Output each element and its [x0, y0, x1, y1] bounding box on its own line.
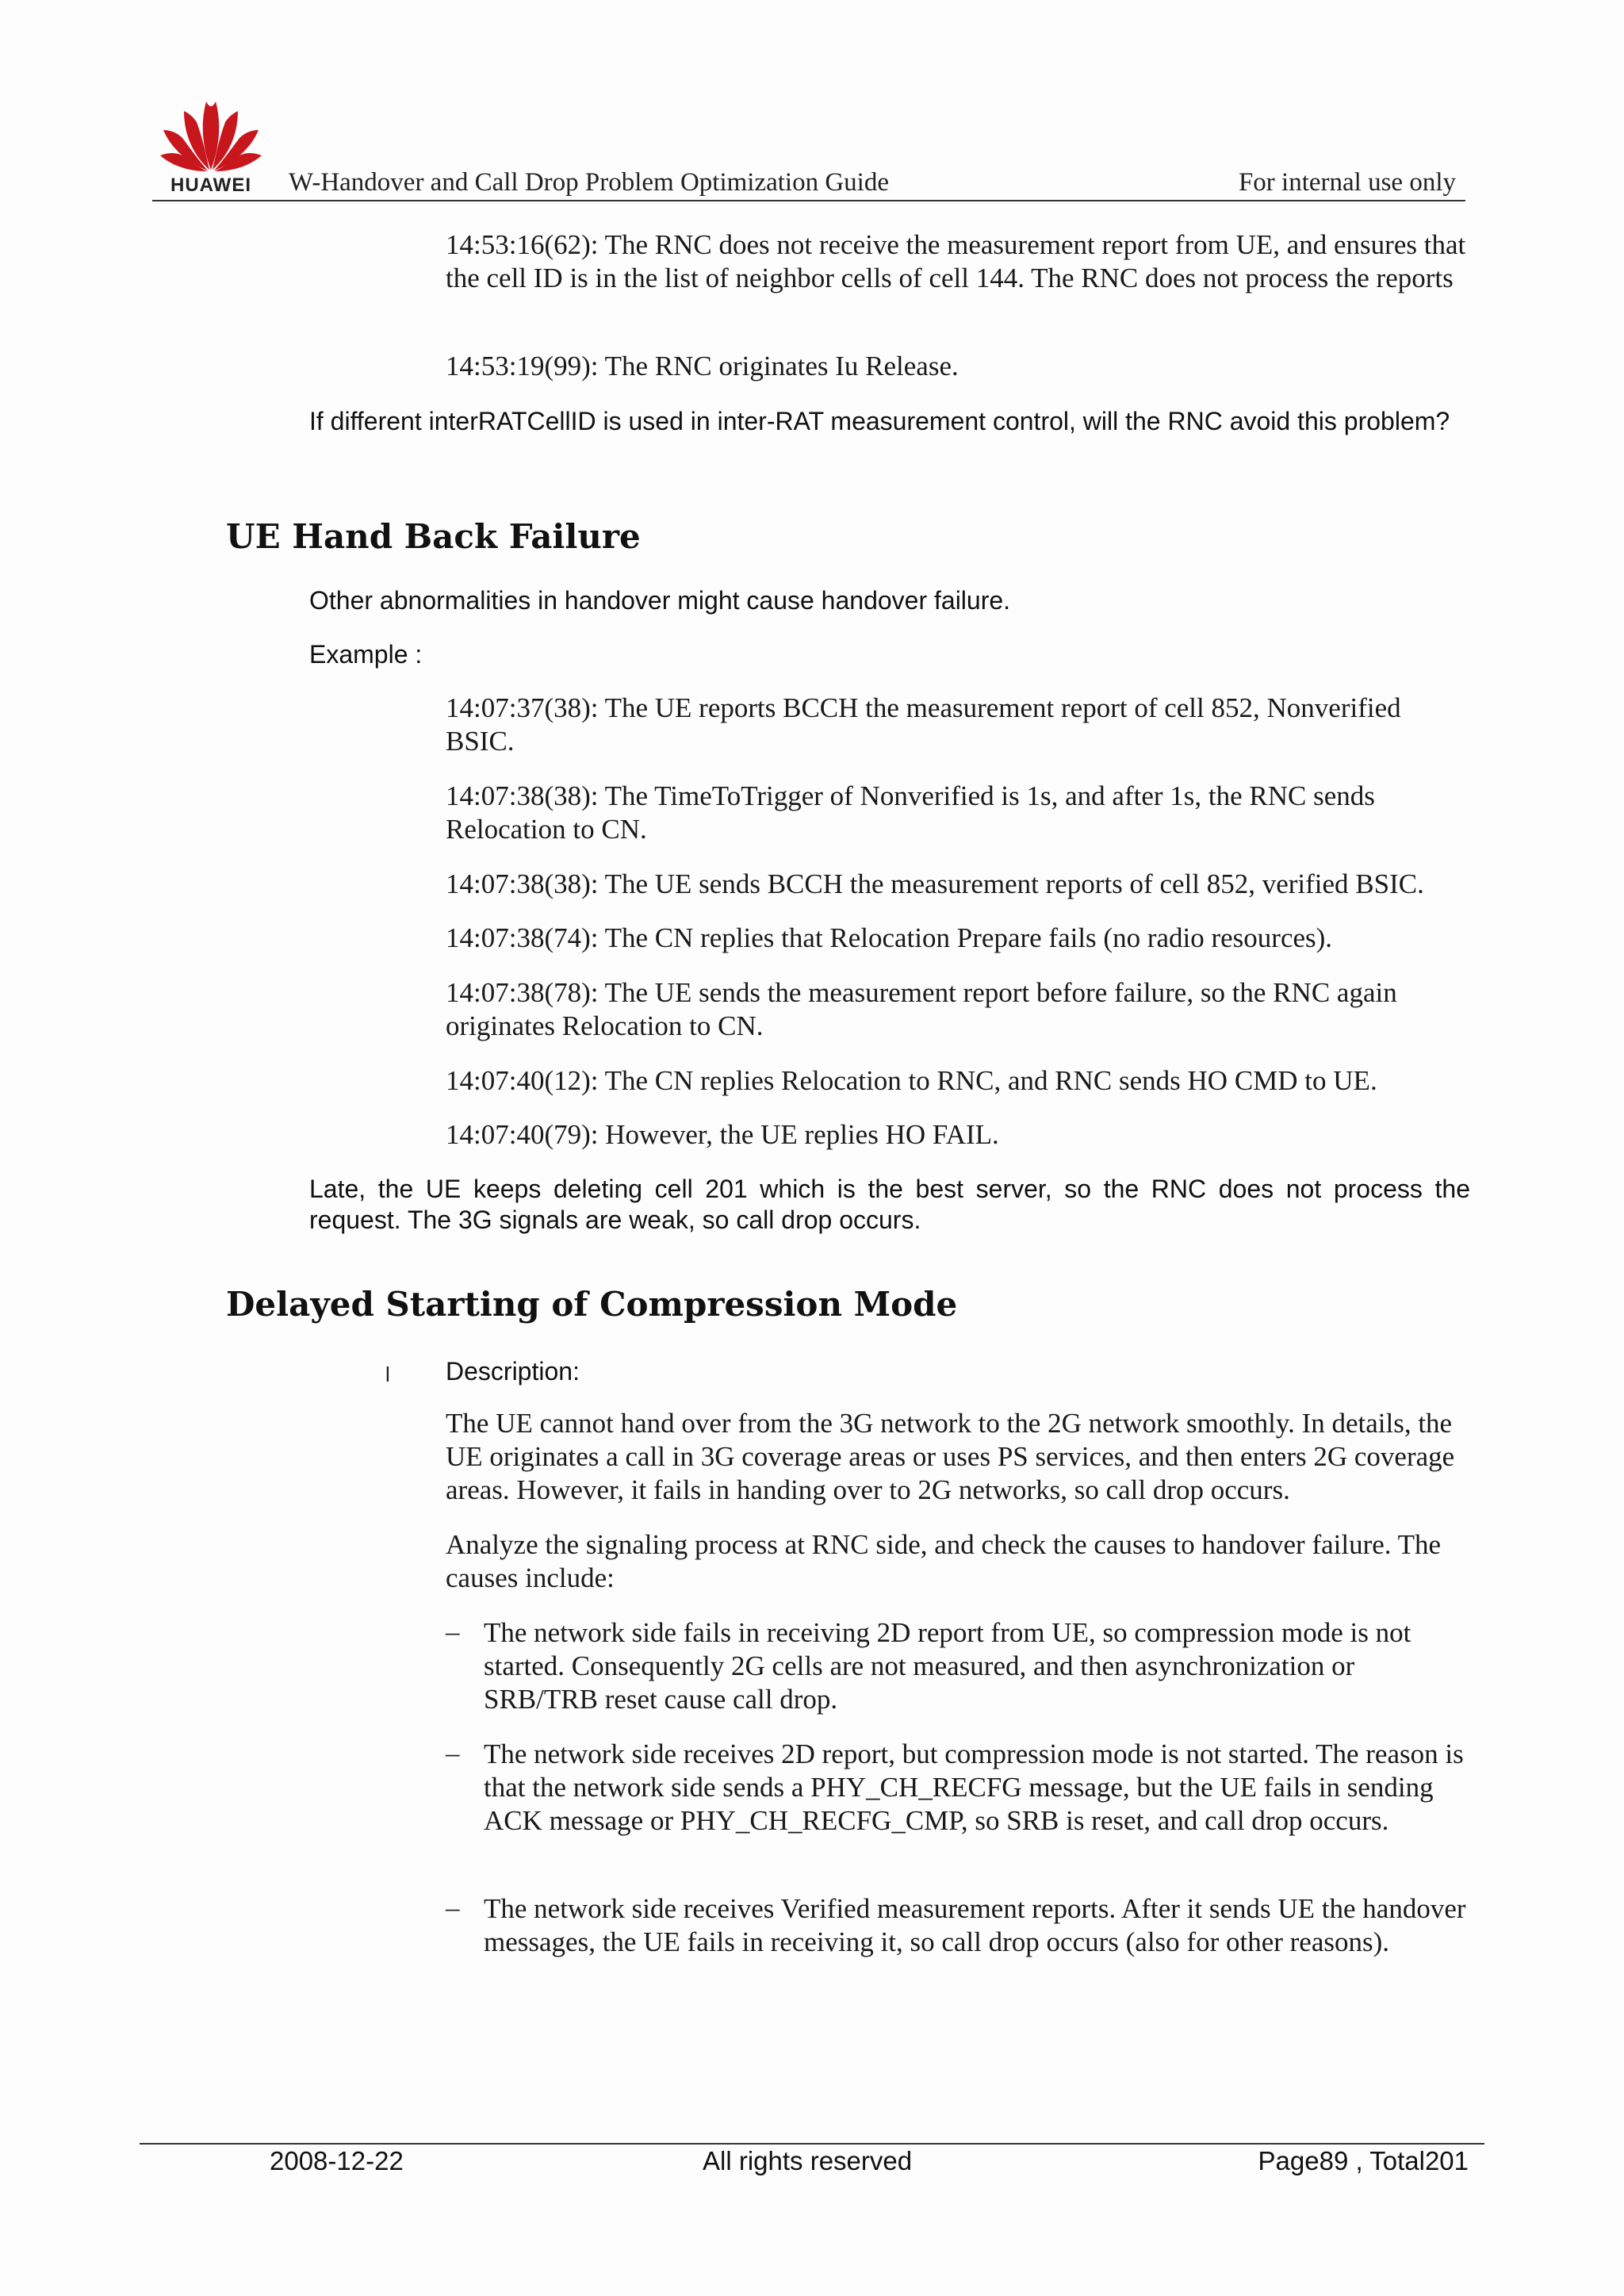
cause-item: The network side receives Verified measurement reports. After it sends UE the handover messages, the UE fails in receiving it, so call drop occurs (also for other reasons). [484, 1893, 1466, 1957]
footer-divider [140, 2143, 1484, 2145]
log-entry: 14:07:38(38): The UE sends BCCH the measurement reports of cell 852, verified BSIC. [446, 868, 1424, 899]
footer-date: 2008-12-22 [270, 2146, 404, 2175]
log-entry: 14:07:38(74): The CN replies that Relocation Prepare fails (no radio resources). [446, 922, 1333, 953]
cause-item: The network side fails in receiving 2D report from UE, so compression mode is not started. Consequently 2G cells are not measured, and then asynchronization or SRB/TRB reset cause call drop. [484, 1617, 1411, 1715]
log-entry: 14:07:40(79): However, the UE replies HO FAIL. [446, 1119, 999, 1150]
body-paragraph: Other abnormalities in handover might cause handover failure. [309, 586, 1011, 615]
dash-icon: – [446, 1616, 460, 1647]
dash-icon: – [446, 1738, 460, 1769]
confidentiality-note: For internal use only [1238, 168, 1456, 197]
log-entry: 14:07:40(12): The CN replies Relocation to RNC, and RNC sends HO CMD to UE. [446, 1065, 1377, 1096]
log-entry: 14:07:37(38): The UE reports BCCH the measurement report of cell 852, Nonverified BSIC. [446, 692, 1401, 757]
example-label: Example : [309, 640, 423, 669]
huawei-logo [157, 94, 265, 195]
body-paragraph: The UE cannot hand over from the 3G network to the 2G network smoothly. In details, the UE originates a call in 3G coverage areas or uses PS services, and then enters 2G coverage areas. However, it fails in handing over to 2G networks, so call drop occurs. [446, 1408, 1455, 1505]
log-entry: 14:07:38(78): The UE sends the measurement report before failure, so the RNC again originates Relocation to CN. [446, 977, 1397, 1041]
log-entry: 14:53:19(99): The RNC originates Iu Release. [446, 351, 959, 381]
huawei-petal-icon [157, 94, 265, 173]
footer-rights: All rights reserved [703, 2146, 913, 2175]
brand-wordmark: HUAWEI [170, 174, 251, 196]
section-heading: Delayed Starting of Compression Mode [226, 1285, 958, 1324]
footer-page-number: Page89 , Total201 [1258, 2146, 1469, 2175]
cause-item: The network side receives 2D report, but compression mode is not started. The reason is that the network side sends a PHY_CH_RECFG message, but the UE fails in sending ACK message or PHY_CH_RECFG_CMP, so SRB is reset, and call drop occurs. [484, 1738, 1464, 1836]
header-divider [152, 200, 1465, 201]
document-title: W-Handover and Call Drop Problem Optimization Guide [289, 168, 890, 197]
log-entry: 14:07:38(38): The TimeToTrigger of Nonverified is 1s, and after 1s, the RNC sends Relocation to CN. [446, 780, 1375, 845]
bullet-label: Description: [446, 1357, 580, 1386]
body-paragraph: Analyze the signaling process at RNC side, and check the causes to handover failure. The causes include: [446, 1529, 1442, 1593]
bullet-icon: l [385, 1363, 390, 1386]
log-entry: 14:53:16(62): The RNC does not receive the measurement report from UE, and ensures that the cell ID is in the list of neighbor cells of cell 144. The RNC does not process the reports [446, 229, 1466, 293]
conclusion-paragraph: Late, the UE keeps deleting cell 201 which is the best server, so the RNC does not process the request. The 3G signals are weak, so call drop occurs. [309, 1175, 1470, 1234]
question-paragraph: If different interRATCellID is used in inter-RAT measurement control, will the RNC avoid this problem? [309, 407, 1450, 435]
dash-icon: – [446, 1892, 460, 1923]
section-heading: UE Hand Back Failure [226, 517, 641, 556]
